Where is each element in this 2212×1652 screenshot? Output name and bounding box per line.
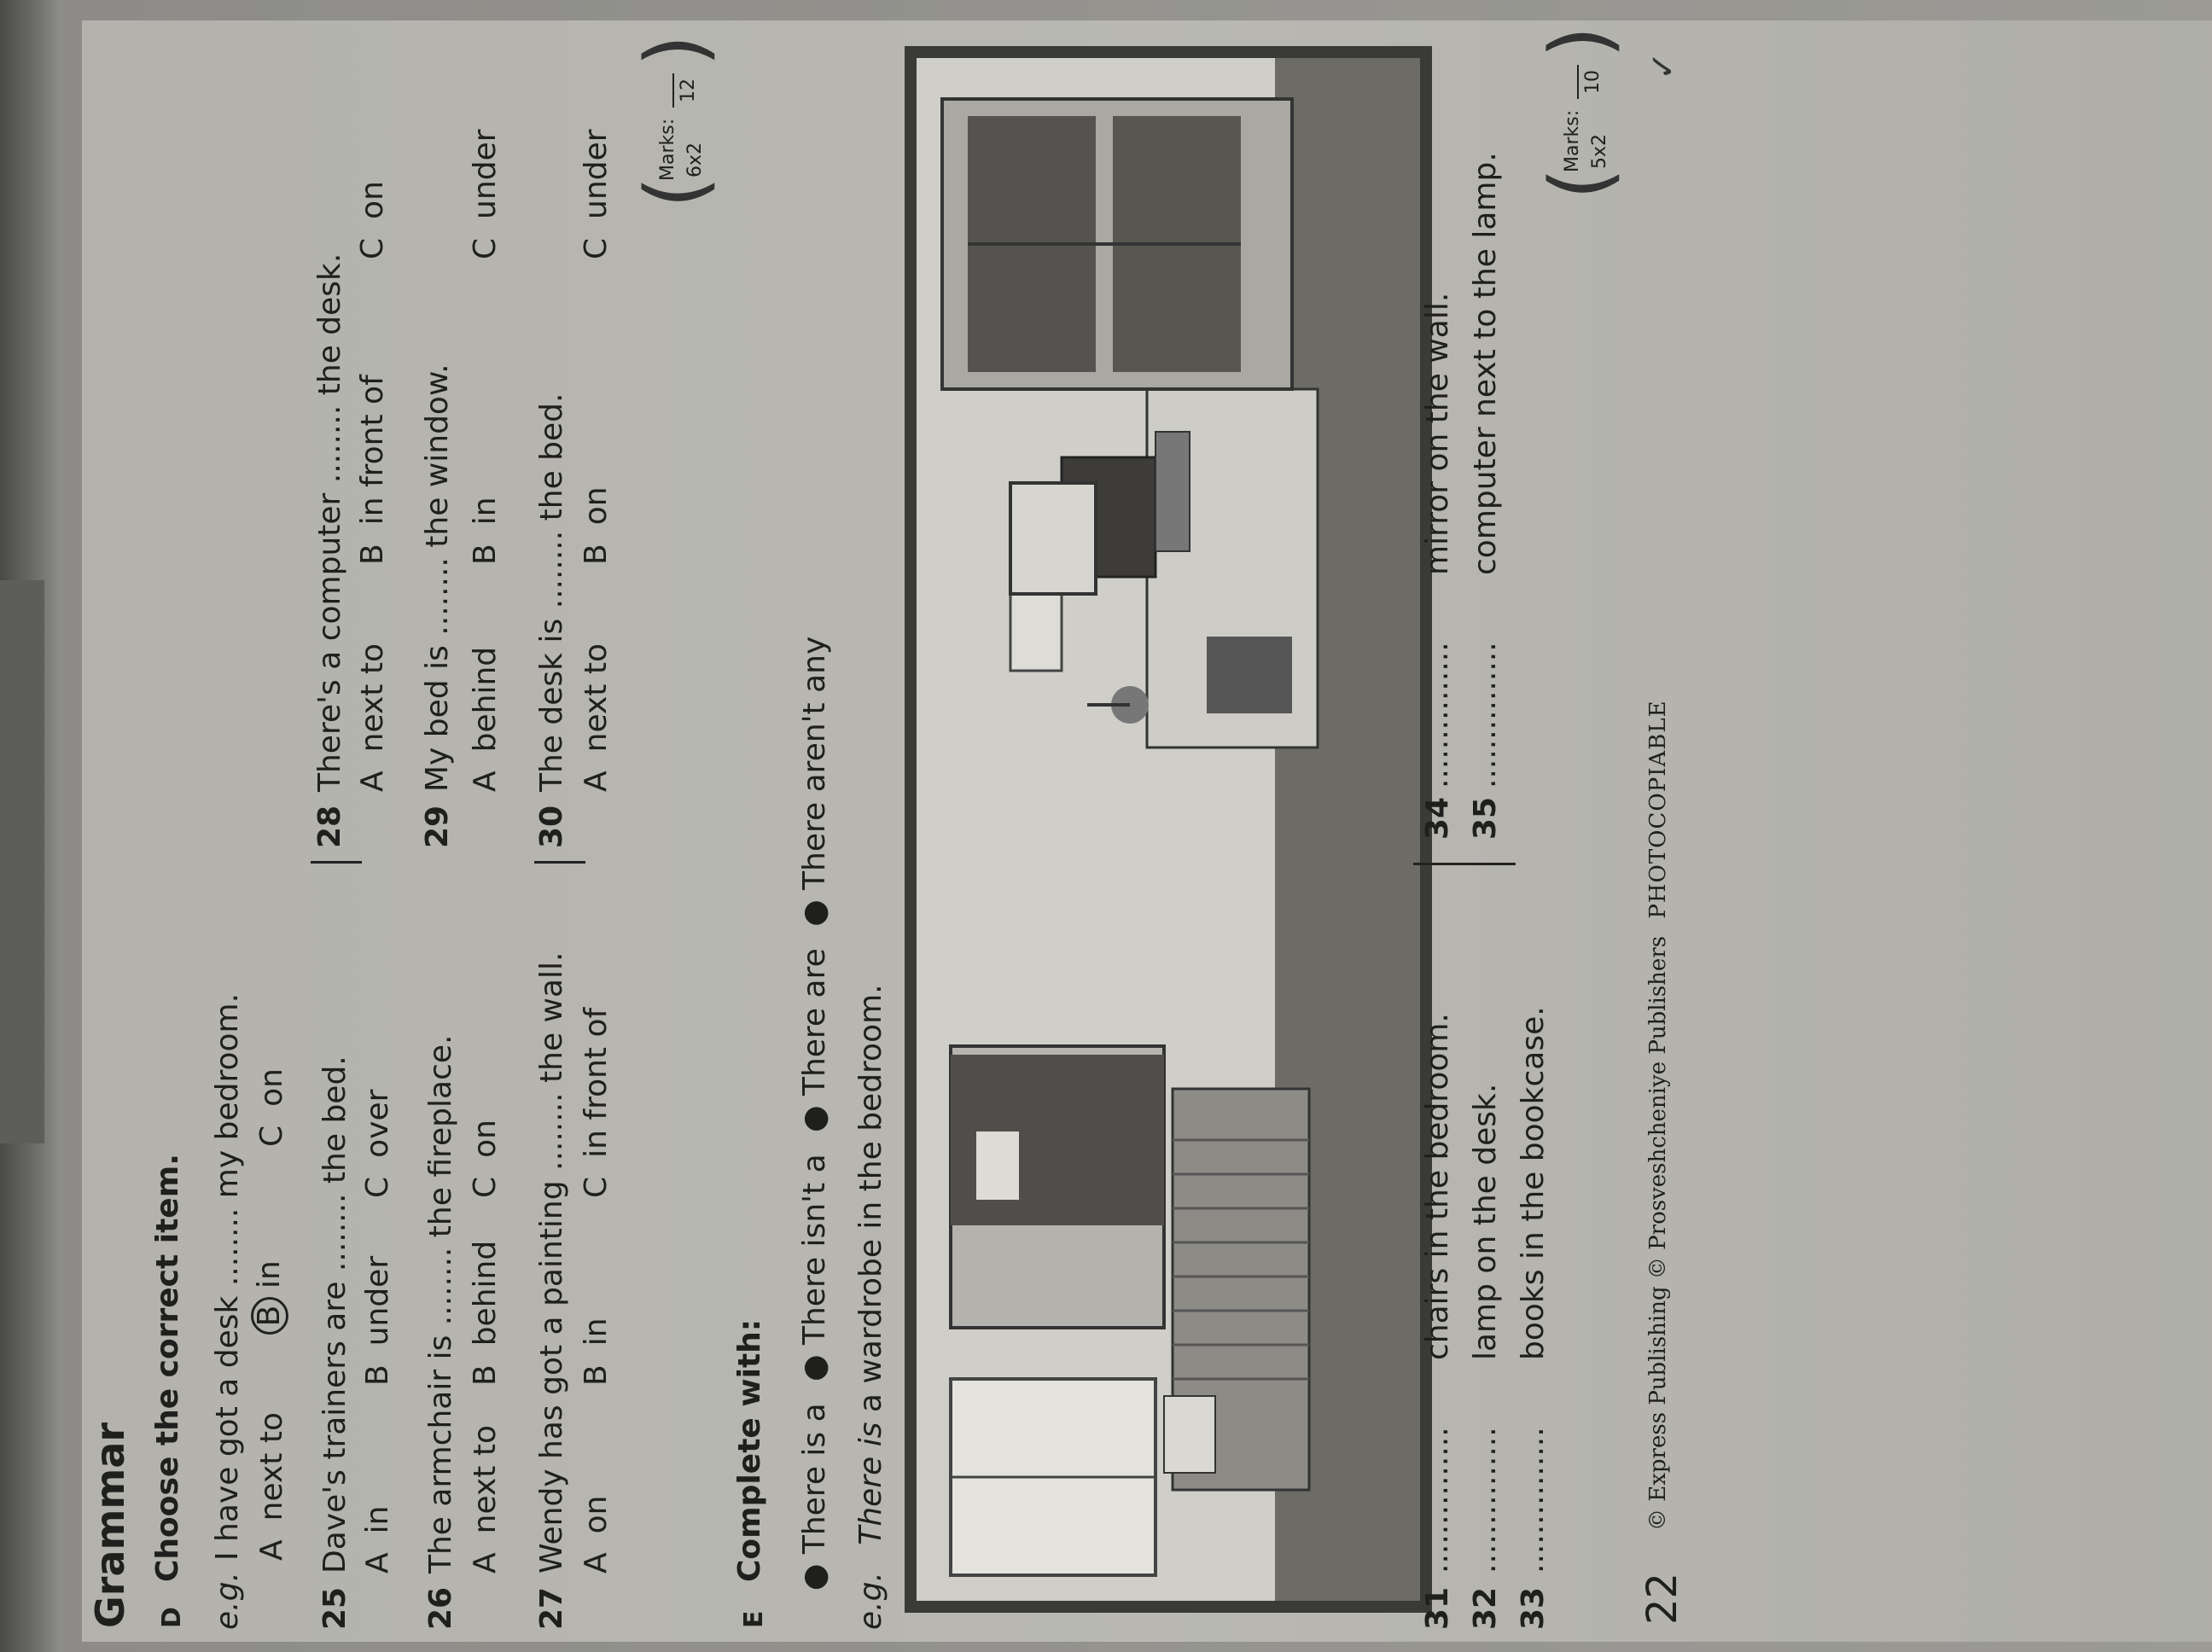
example-option-a: Anext to xyxy=(254,1412,289,1561)
marks-box-e: ( Marks: 5x2 10 ) xyxy=(1533,26,1628,200)
option-b: Bon xyxy=(579,486,614,565)
option-b: Bin xyxy=(579,1318,614,1386)
choice: There are xyxy=(797,948,832,1096)
section-e-instruction: Complete with: xyxy=(732,1318,767,1582)
option-b: Bunder xyxy=(360,1255,395,1386)
question-text: mirror on the wall. xyxy=(1420,292,1455,575)
question-sentence: The armchair is ........ the fireplace. xyxy=(423,1034,458,1573)
bedroom-drawing xyxy=(917,58,1420,1601)
option-c: Con xyxy=(355,181,390,259)
option-c: Cover xyxy=(360,1089,395,1198)
question-number: 29 xyxy=(420,805,455,848)
column-divider xyxy=(311,861,362,864)
question-number: 34 xyxy=(1420,796,1455,840)
worksheet-page xyxy=(82,20,2212,1642)
page-number: 22 xyxy=(1639,1572,1686,1625)
choice: There is a xyxy=(797,1403,832,1555)
option-a: Abehind xyxy=(468,646,503,792)
section-e-example: e.g. There is a wardrobe in the bedroom. xyxy=(853,984,888,1630)
question-sentence: There's a computer ........ the desk. xyxy=(312,253,347,792)
section-d-letter: D xyxy=(157,1607,187,1628)
question-number: 26 xyxy=(423,1586,458,1630)
question-text: computer next to the lamp. xyxy=(1468,152,1503,575)
question-number: 28 xyxy=(312,805,347,848)
question-sentence: Wendy has got a painting ........ the wall. xyxy=(534,951,569,1573)
marks-box-d: ( Marks: 6x2 12 ) xyxy=(628,34,724,208)
example-sentence: I have got a desk ........ my bedroom. xyxy=(210,992,245,1561)
question-sentence: My bed is ........ the window. xyxy=(420,364,455,792)
blank-line: ............... xyxy=(1420,1427,1455,1573)
blank-line: ............... xyxy=(1516,1427,1551,1573)
question-sentence: Dave's trainers are ........ the bed. xyxy=(317,1056,352,1573)
dark-tab xyxy=(0,580,44,1143)
example-label: e.g. xyxy=(210,1572,245,1630)
question-number: 32 xyxy=(1468,1586,1503,1630)
question-number: 27 xyxy=(534,1586,569,1630)
option-a: Anext to xyxy=(579,643,614,792)
section-e-letter: E xyxy=(739,1610,769,1628)
choice: There isn't a xyxy=(797,1154,832,1345)
question-number: 35 xyxy=(1468,796,1503,840)
question-text: books in the bookcase. xyxy=(1516,1006,1551,1360)
option-c: Cunder xyxy=(468,129,503,259)
column-divider xyxy=(534,861,585,864)
answer-circle: B xyxy=(251,1297,288,1335)
question-text: lamp on the desk. xyxy=(1468,1083,1503,1360)
option-c: Con xyxy=(468,1120,503,1198)
copyright: © Express Publishing © Prosveshcheniye Publishers PHOTOCOPIABLE xyxy=(1645,700,1671,1531)
option-a: Anext to xyxy=(355,643,390,792)
question-text: chairs in the bedroom. xyxy=(1420,1013,1455,1360)
example-option-b: Bin xyxy=(251,1260,288,1335)
section-d-instruction: Choose the correct item. xyxy=(150,1154,185,1582)
question-number: 30 xyxy=(534,805,569,848)
choice-list: ● There is a ● There isn't a ● There are ● There aren't any xyxy=(797,636,832,1591)
choice: There aren't any xyxy=(797,636,832,890)
section-title: Grammar xyxy=(87,1422,133,1628)
question-number: 31 xyxy=(1420,1586,1455,1630)
option-c: Cin front of xyxy=(579,1007,614,1198)
option-a: Aon xyxy=(579,1495,614,1573)
blank-line: ............... xyxy=(1420,642,1455,788)
option-a: Ain xyxy=(360,1505,395,1573)
blank-line: ............... xyxy=(1468,1427,1503,1573)
example-option-c: Con xyxy=(254,1068,289,1147)
question-sentence: The desk is ........ the bed. xyxy=(534,393,569,792)
option-b: Bbehind xyxy=(468,1240,503,1386)
option-b: Bin front of xyxy=(355,375,390,565)
bedroom-illustration xyxy=(905,46,1432,1613)
blank-line: ............... xyxy=(1468,642,1503,788)
question-number: 25 xyxy=(317,1586,352,1630)
question-number: 33 xyxy=(1516,1586,1551,1630)
option-c: Cunder xyxy=(579,129,614,259)
option-b: Bin xyxy=(468,497,503,565)
column-divider xyxy=(1413,863,1516,865)
option-a: Anext to xyxy=(468,1425,503,1573)
margin-mark: ✓ xyxy=(1644,51,1683,80)
